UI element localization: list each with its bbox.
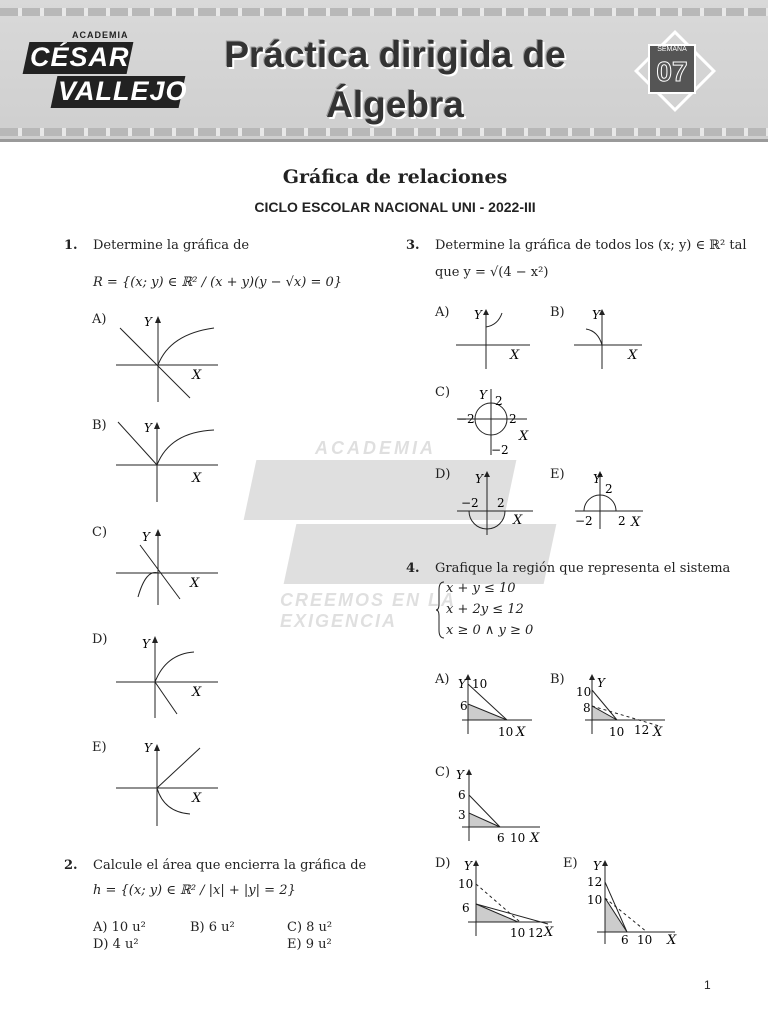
tick-10: 10: [637, 933, 653, 947]
section-subtitle: CICLO ESCOLAR NACIONAL UNI - 2022-III: [254, 199, 536, 215]
q4-option-c: C): [435, 765, 451, 780]
axis-x-label: X: [631, 515, 641, 530]
watermark-top: ACADEMIA: [315, 438, 436, 458]
tick-10: 10: [458, 877, 474, 891]
q4-graph-e: [585, 856, 685, 946]
tick-12: 12: [634, 723, 650, 737]
axis-x-label: X: [628, 348, 638, 363]
axis-y-label: Y: [464, 859, 472, 873]
tick-6: 6: [458, 788, 466, 802]
q4-option-b: B): [550, 672, 565, 687]
q2-option-b: B) 6 u²: [190, 920, 235, 935]
q1-formula: R = {(x; y) ∈ ℝ² / (x + y)(y − √x) = 0}: [93, 275, 343, 290]
q1-option-a: A): [92, 312, 107, 327]
q4-number: 4.: [406, 561, 420, 576]
q3-text-line2: que y = √(4 − x²): [435, 265, 549, 280]
tick-6: 6: [462, 901, 470, 915]
q1-graph-d: [108, 632, 228, 722]
section-title: Gráfica de relaciones: [282, 166, 508, 188]
q1-option-b: B): [92, 418, 107, 433]
q2-option-d: D) 4 u²: [93, 937, 139, 952]
axis-y-label: Y: [597, 676, 605, 690]
logo-academy-text: ACADEMIA: [72, 30, 129, 40]
q1-graph-a: [108, 312, 228, 407]
q2-option-a: A) 10 u²: [93, 920, 146, 935]
page-number: 1: [704, 978, 711, 992]
q3-option-e: E): [550, 467, 565, 482]
header-bottom-strip: [0, 128, 768, 136]
axis-x-label: X: [530, 831, 540, 846]
q4-option-e: E): [563, 856, 578, 871]
axis-x-label: X: [510, 348, 520, 363]
axis-x-label: X: [192, 368, 202, 383]
axis-x-label: X: [513, 513, 523, 528]
q3-graph-c: [455, 385, 545, 460]
axis-y-label: Y: [479, 388, 487, 402]
q2-text: Calcule el área que encierra la gráfica de: [93, 858, 367, 873]
q2-formula: h = {(x; y) ∈ ℝ² / |x| + |y| = 2}: [93, 883, 296, 898]
axis-y-label: Y: [593, 472, 601, 486]
axis-y-label: Y: [593, 859, 601, 873]
page-header: [0, 0, 768, 142]
page-title-line1: Práctica dirigida de: [224, 34, 566, 75]
tick-2: 2: [495, 394, 503, 408]
q4-option-d: D): [435, 856, 451, 871]
tick-6: 6: [460, 699, 468, 713]
q3-graph-d: [455, 467, 545, 537]
axis-y-label: Y: [144, 421, 152, 435]
tick-10: 10: [587, 893, 603, 907]
watermark-slogan: CREEMOS EN LA EXIGENCIA: [280, 590, 456, 631]
q1-graph-e: [108, 740, 228, 830]
tick-3: 3: [458, 808, 466, 822]
q4-text: Grafique la región que representa el sistema: [435, 561, 731, 576]
q1-option-d: D): [92, 632, 108, 647]
tick-10: 10: [576, 685, 592, 699]
tick-neg2: −2: [461, 496, 479, 510]
tick-10: 10: [609, 725, 625, 739]
header-top-strip: [0, 8, 768, 16]
axis-x-label: X: [519, 429, 529, 444]
logo-line1: CÉSAR: [30, 42, 130, 72]
axis-x-label: X: [190, 576, 200, 591]
q3-text: Determine la gráfica de todos los (x; y) ∈ ℝ² tal: [435, 238, 747, 253]
tick-12: 12: [587, 875, 603, 889]
axis-y-label: Y: [475, 472, 483, 486]
q3-option-b: B): [550, 305, 565, 320]
tick-neg2: −2: [575, 514, 593, 528]
tick-10: 10: [498, 725, 514, 739]
q3-graph-b: [570, 305, 660, 370]
q1-text: Determine la gráfica de: [93, 238, 250, 253]
axis-y-label: Y: [142, 530, 150, 544]
tick-10: 10: [510, 926, 526, 940]
q4-graph-c: [452, 765, 552, 845]
q2-number: 2.: [64, 858, 78, 873]
q3-option-d: D): [435, 467, 451, 482]
q1-number: 1.: [64, 238, 78, 253]
tick-6: 6: [621, 933, 629, 947]
q4-graph-d: [452, 856, 562, 941]
tick-2: 2: [605, 482, 613, 496]
q4-graph-a: [452, 672, 542, 742]
q4-ineq-3: x ≥ 0 ∧ y ≥ 0: [446, 623, 534, 638]
q4-option-a: A): [435, 672, 450, 687]
axis-y-label: Y: [474, 308, 482, 322]
logo-line2: VALLEJO: [58, 76, 188, 106]
q1-option-c: C): [92, 525, 108, 540]
q4-ineq-2: x + 2y ≤ 12: [446, 602, 524, 617]
tick-2: 2: [618, 514, 626, 528]
tick-neg2: −2: [491, 443, 509, 457]
system-brace: [436, 580, 446, 640]
week-badge: [628, 36, 714, 106]
axis-y-label: Y: [142, 637, 150, 651]
tick-2: 2: [497, 496, 505, 510]
page-title-line2: Álgebra: [326, 84, 464, 125]
tick-2: 2: [509, 412, 517, 426]
axis-y-label: Y: [144, 315, 152, 329]
q4-ineq-1: x + y ≤ 10: [446, 581, 516, 596]
tick-6: 6: [497, 831, 505, 845]
axis-y-label: Y: [456, 768, 464, 782]
axis-x-label: X: [667, 933, 677, 948]
q3-graph-e: [573, 467, 663, 537]
axis-x-label: X: [192, 471, 202, 486]
q4-graph-b: [575, 672, 675, 742]
axis-y-label: Y: [458, 677, 466, 691]
q2-option-c: C) 8 u²: [287, 920, 333, 935]
axis-x-label: X: [653, 725, 663, 740]
q3-option-a: A): [435, 305, 450, 320]
axis-y-label: Y: [144, 741, 152, 755]
tick-8: 8: [583, 701, 591, 715]
week-badge-number: 07: [656, 56, 688, 87]
axis-x-label: X: [192, 791, 202, 806]
axis-x-label: X: [516, 725, 526, 740]
week-badge-label: SEMANA: [657, 46, 687, 53]
tick-neg2: −2: [457, 412, 475, 426]
tick-12: 12: [528, 926, 544, 940]
q1-graph-c: [108, 525, 228, 610]
tick-10: 10: [472, 677, 488, 691]
q3-option-c: C): [435, 385, 451, 400]
axis-x-label: X: [192, 685, 202, 700]
axis-y-label: Y: [592, 308, 600, 322]
axis-x-label: X: [544, 925, 554, 940]
q3-graph-a: [450, 305, 540, 370]
q1-option-e: E): [92, 740, 107, 755]
q2-option-e: E) 9 u²: [287, 937, 332, 952]
tick-10: 10: [510, 831, 526, 845]
q1-graph-b: [108, 418, 228, 513]
q3-number: 3.: [406, 238, 420, 253]
